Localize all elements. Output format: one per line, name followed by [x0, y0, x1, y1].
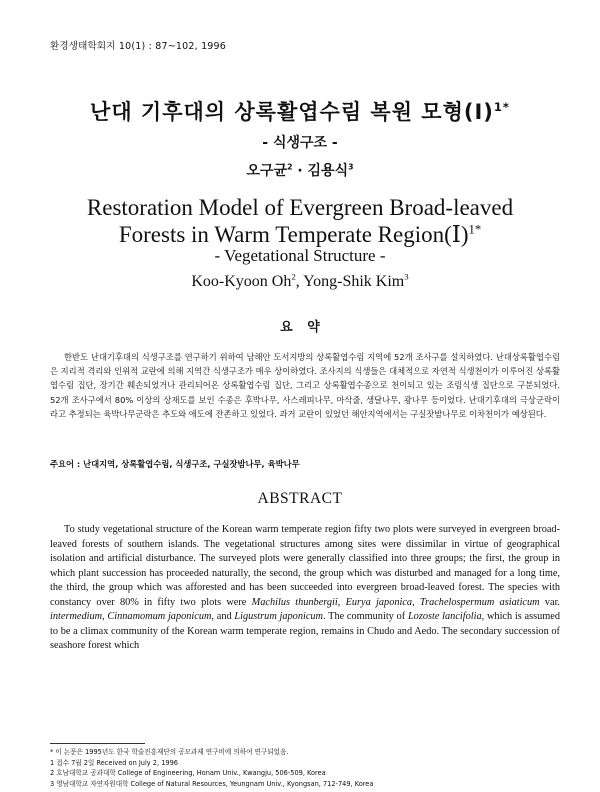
abstract-english-connector: var. [539, 596, 561, 608]
author-korean-1: 오구균 [246, 163, 288, 179]
title-korean-footnote-mark: 1* [493, 100, 510, 114]
author-english-1: Koo-Kyoon Oh [191, 273, 292, 290]
footnote-funding: * 이 논문은 1995년도 한국 학술진흥재단의 공모과제 연구비에 의하여 연구되었음. [50, 748, 289, 756]
author-korean-2-mark: 3 [348, 162, 354, 172]
title-english-line-1: Restoration Model of Evergreen Broad-leaved [86, 195, 514, 220]
authors-english [0, 273, 600, 291]
journal-citation: 환경생태학회지 10(1) : 87~102, 1996 [50, 41, 227, 52]
abstract-english-connector: . The community of [323, 611, 408, 622]
footnotes [50, 747, 570, 789]
title-english-footnote-mark: 1* [468, 222, 482, 237]
footnote-affiliation-1: 2 호남대학교 공과대학 College of Engineering, Honam Univ., Kwangju, 506-509, Korea [50, 769, 326, 777]
abstract-english-connector: , [412, 596, 420, 608]
species-name: Ligustrum japonicum [234, 611, 323, 622]
title-english-line-2-wrap [0, 221, 600, 248]
title-english [0, 194, 600, 248]
species-name: Trachelospermum asiaticum [419, 596, 540, 608]
abstract-korean: 한반도 난대기후대의 식생구조를 연구하기 위하여 남해안 도서지방의 상록활엽수림 지역에 52개 조사구를 설치하였다. 난대상록활엽수림은 지리적 격리와 인위적 교란에 의해 지역간 식생구조가 매우 상이하였다. 조사지의 식생들은 대체적으로 자연적 식생천이가 이루어진 상록활엽수림 집단, 장기간 훼손되었거나 관리되어온 상록활엽수림 집단, 그리고 상록활엽수종으로 천이되고 있는 조림식생 집단으로 구분되었다. 52개 조사구에서 80% 이상의 상재도를 보인 수종은 후박나무, 사스레피나무, 마삭줄, 생달나무, 광나무 등이었다. 난대기후대의 극상군락이라고 추정되는 육박나무군락은 추도와 애도에 잔존하고 있었다. 과거 교란이 있었던 해안지역에서는 구실잣밤나무로 이차천이가 예상된다. [50, 352, 560, 419]
abstract-english-part-1: To study vegetational structure of the Korean warm temperate region fifty two plots were surveyed in evergreen broad-leaved forests of southern islands. The vegetational structures among sites were dissimilar in virtue of geographical isolation and artificial disturbance. The surveyed plots were generally classified into three groups; the first, the group in which plant succession has proceeded naturally, the second, the group which was disturbed and managed for a long time, the third, the group which was afforested and has been succeeded into evergreen broad-leaved forest. The species with constancy over 80% in fifty two plots were [50, 524, 560, 608]
section-heading-korean-summary: 요 약 [280, 320, 320, 335]
section-heading-abstract: ABSTRACT [257, 490, 343, 507]
author-korean-2: 김용식 [307, 163, 349, 179]
footnote-affiliation-2: 3 영남대학교 자연자원대학 College of Natural Resources, Yeungnam Univ., Kyongsan, 712-749, Korea [50, 779, 374, 788]
author-english-1-mark: 2 [291, 271, 296, 282]
footnote-divider [50, 743, 145, 744]
keywords: 주요어 : 난대지역, 상록활엽수림, 식생구조, 구실잣밤나무, 육박나무 [50, 459, 300, 469]
footnote-received: 1 접수 7월 2일 Received on July 2, 1996 [50, 758, 178, 767]
abstract-english-connector: , [102, 611, 108, 622]
author-english-2-mark: 3 [404, 271, 409, 282]
abstract-english-connector: , [337, 596, 346, 608]
abstract-english-part-2: , which is assumed to be a climax community of the Korean warm temperate region, remains in Chudo and Aedo. The secondary succession of seashore forest which [50, 611, 561, 651]
author-english-2: Yong-Shik Kim [303, 273, 405, 290]
subtitle-english: - Vegetational Structure - [214, 246, 386, 265]
authors-korean [0, 160, 600, 180]
species-name: Eurya japonica [345, 596, 413, 608]
author-korean-separator: · [292, 163, 308, 179]
species-name: intermedium [50, 611, 103, 622]
abstract-english [50, 523, 560, 654]
species-name: Lozoste lancifolia [407, 611, 482, 622]
title-english-line-2: Forests in Warm Temperate Region(Ⅰ) [118, 222, 469, 247]
abstract-english-connector: , and [211, 611, 235, 622]
species-name: Cinnamomum japonicum [107, 611, 212, 622]
subtitle-korean: - 식생구조 - [262, 135, 338, 151]
title-korean [0, 96, 600, 126]
author-english-separator: , [295, 273, 304, 290]
species-name: Machilus thunbergii [251, 596, 338, 608]
title-korean-text: 난대 기후대의 상록활엽수림 복원 모형(Ⅰ) [90, 100, 494, 124]
author-korean-1-mark: 2 [287, 162, 293, 172]
